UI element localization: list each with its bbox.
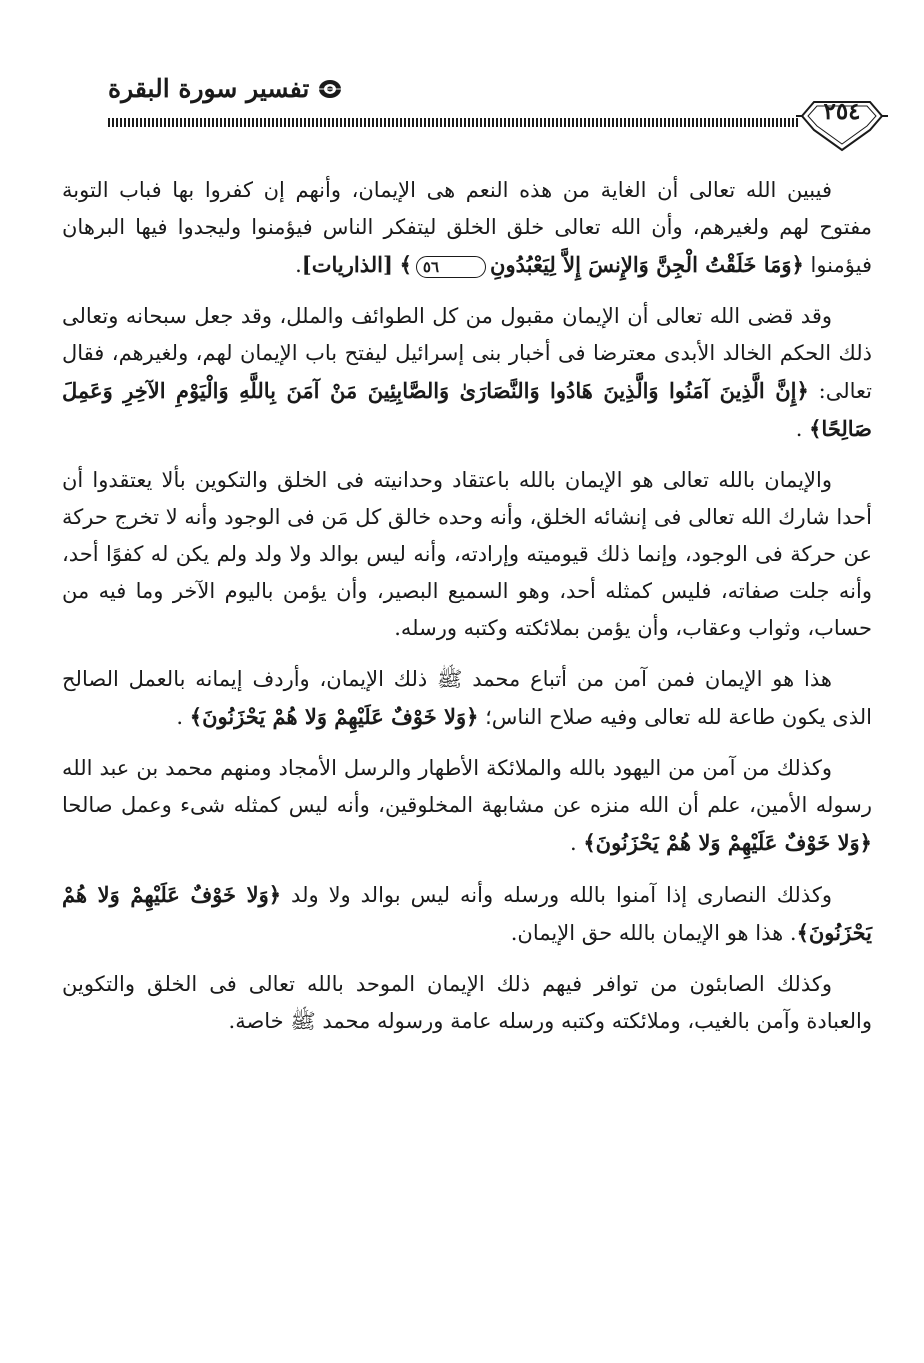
running-title-text: تفسير سورة البقرة — [108, 74, 310, 103]
paragraph-4 — [62, 661, 872, 736]
running-title — [108, 74, 343, 103]
quran-verse: ﴿وَلا خَوْفٌ عَلَيْهِمْ وَلا هُمْ يَحْزَنُونَ﴾ — [189, 704, 479, 729]
paragraph-text: وكذلك الصابئون من توافر فيهم ذلك الإيمان الموحد بالله تعالى فى الخلق والتكوين والعبادة وآمن بالغيب، وملائكته وكتبه ورسله عامة ورسوله محمد ﷺ خاصة. — [62, 972, 872, 1033]
paragraph-3 — [62, 462, 872, 647]
paragraph-2 — [62, 298, 872, 448]
paragraph-text: فيبين الله تعالى أن الغاية من هذه النعم هى الإيمان، وأنهم إن كفروا بها فباب التوبة مفتوح لهم ولغيرهم، وأن الله تعالى خلق الخلق ليتفكر الناس فيؤمنوا وليجدوا فيها البرهان فيؤمنوا — [62, 178, 872, 277]
paragraph-tail: . هذا هو الإيمان بالله حق الإيمان. — [510, 921, 797, 945]
paragraph-1 — [62, 172, 872, 284]
surah-reference: [الذاريات] — [301, 252, 393, 277]
paragraph-text: وكذلك من آمن من اليهود بالله والملائكة الأطهار والرسل الأمجاد ومنهم محمد بن عبد الله رسوله الأمين، علم أن الله منزه عن مشابهة المخلوقين، وأنه ليس كمثله شىء وعمل صالحا — [62, 756, 872, 817]
paragraph-5 — [62, 750, 872, 862]
quran-verse: ﴿وَمَا خَلَقْتُ الْجِنَّ وَالإِنسَ إِلاَّ لِيَعْبُدُونِ — [490, 252, 804, 277]
quran-verse: ﴿وَلا خَوْفٌ عَلَيْهِمْ وَلا هُمْ يَحْزَنُونَ﴾ — [62, 882, 872, 945]
quran-verse: ﴿وَلا خَوْفٌ عَلَيْهِمْ وَلا هُمْ يَحْزَنُونَ﴾ — [583, 830, 872, 855]
paragraph-text: وقد قضى الله تعالى أن الإيمان مقبول من كل الطوائف والملل، وقد جعل سبحانه وتعالى ذلك الحكم الخالد الأبدى معترضا فى أخبار بنى إسرائيل ليفتح باب الإيمان لهم، ولغيرهم، فقال تعالى: — [62, 304, 872, 403]
paragraph-text: هذا هو الإيمان فمن آمن من أتباع محمد ﷺ ذلك الإيمان، وأردف إيمانه بالعمل الصالح الذى يكون طاعة لله تعالى وفيه صلاح الناس؛ — [62, 667, 872, 729]
paragraph-text: وكذلك النصارى إذا آمنوا بالله ورسله وأنه ليس بوالد ولا ولد — [291, 883, 832, 907]
page-header — [108, 60, 888, 160]
paragraph-7 — [62, 966, 872, 1040]
paragraph-tail: . — [569, 831, 577, 855]
quran-bracket: ﴾ — [399, 252, 412, 277]
header-rule — [108, 118, 798, 127]
paragraph-tail: . — [795, 417, 803, 441]
verse-number-mark: ٥٦ — [416, 256, 486, 278]
flower-ornament-icon — [317, 78, 343, 100]
paragraph-tail: . — [176, 705, 184, 729]
page-number: ٢٥٤ — [823, 98, 861, 125]
quran-verse: ﴿إِنَّ الَّذِينَ آمَنُوا وَالَّذِينَ هَادُوا وَالنَّصَارَىٰ وَالصَّابِئِينَ مَنْ آمَنَ بِاللَّهِ وَالْيَوْمِ الآخِرِ وَعَمِلَ صَالِحًا﴾ — [62, 378, 872, 441]
paragraph-text: والإيمان بالله تعالى هو الإيمان بالله باعتقاد وحدانيته فى الخلق والتكوين بألا يعتقدوا أن أحدا شارك الله تعالى فى إنشائه الخلق، وأنه وحده خالق كل مَن فى الوجود وأنه لا تخرج حركة عن حركة فى الوجود، وإنما ذلك قيوميته وإرادته، وأنه ليس بوالد ولا ولد ولم يكن له كفوًا أحد، وأنه جلت صفاته، فليس كمثله أحد، وهو السميع البصير، وأن يؤمن باليوم الآخر وما فيه من حساب، وثواب وعقاب، وأن يؤمن بملائكته وكتبه ورسله. — [62, 468, 872, 640]
page-body — [62, 172, 872, 1054]
paragraph-tail: . — [295, 253, 302, 277]
paragraph-6 — [62, 876, 872, 952]
